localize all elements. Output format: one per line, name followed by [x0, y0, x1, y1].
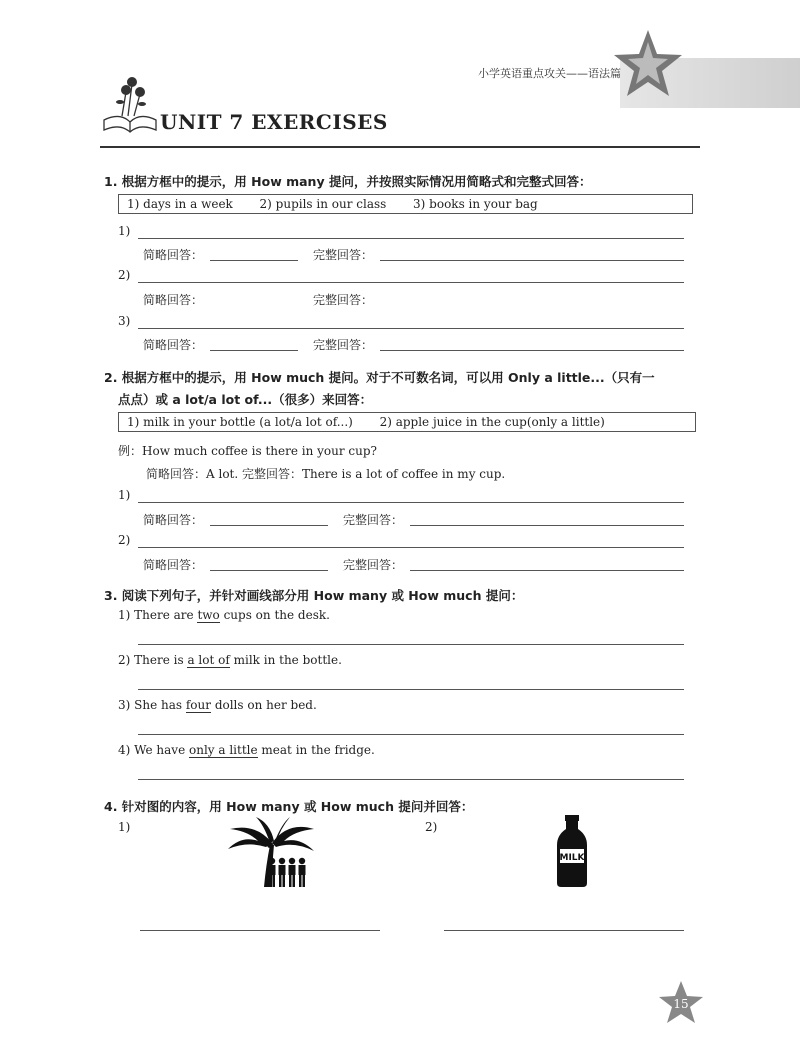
q3-answer-line-4[interactable] — [138, 779, 684, 780]
q2-hint-2: 2) apple juice in the cup(only a little) — [379, 415, 605, 429]
q3-sentence-4 — [118, 743, 375, 757]
q1-hint-1: 1) days in a week — [127, 197, 233, 211]
q3-sentence-4-underlined: only a little — [188, 743, 258, 757]
q3-sentence-2 — [118, 653, 342, 667]
q2-example-question: 例：How much coffee is there in your cup? — [118, 444, 377, 458]
q2-item-2-short-line[interactable] — [210, 570, 328, 571]
q1-item-3-full-label: 完整回答： — [313, 338, 374, 352]
q1-item-1-short-label: 简略回答： — [143, 248, 204, 262]
q3-sentence-1-underlined: two — [197, 608, 220, 622]
q2-item-1-question-line[interactable] — [138, 502, 684, 503]
q2-example-answer: 简略回答：A lot. 完整回答：There is a lot of coffee in my cup. — [146, 467, 506, 481]
q2-item-1-full-line[interactable] — [410, 525, 684, 526]
q2-hint-box — [118, 412, 696, 432]
q1-item-3-num: 3) — [118, 314, 131, 328]
q4-answer-line-1[interactable] — [140, 930, 380, 931]
q3-answer-line-2[interactable] — [138, 689, 684, 690]
q3-answer-line-3[interactable] — [138, 734, 684, 735]
milk-bottle-label: MILK — [559, 853, 585, 863]
q2-item-2-full-line[interactable] — [410, 570, 684, 571]
q2-item-1-short-line[interactable] — [210, 525, 328, 526]
q3-sentence-2-pre: 2) There is — [118, 653, 188, 667]
q2-heading-line2: 点点）或 a lot/a lot of...（很多）来回答： — [118, 392, 373, 407]
q1-heading: 1. 根据方框中的提示，用 How many 提问，并按照实际情况用简略式和完整式回答： — [104, 174, 592, 189]
q1-hint-box — [118, 194, 693, 214]
q3-sentence-1-post: cups on the desk. — [219, 608, 330, 622]
q2-item-1-full-label: 完整回答： — [343, 513, 404, 527]
q4-item-1-num: 1) — [118, 820, 131, 834]
q3-answer-line-1[interactable] — [138, 644, 684, 645]
q1-item-1-full-line[interactable] — [380, 260, 684, 261]
q3-sentence-1 — [118, 608, 330, 622]
q2-item-1-num: 1) — [118, 488, 131, 502]
q1-item-3-short-line[interactable] — [210, 350, 298, 351]
q1-item-1-short-line[interactable] — [210, 260, 298, 261]
q3-sentence-4-pre: 4) We have — [118, 743, 189, 757]
q1-item-1-full-label: 完整回答： — [313, 248, 374, 262]
q3-sentence-3-underlined: four — [185, 698, 211, 712]
header-rule — [100, 146, 700, 148]
q1-item-1-question-line[interactable] — [138, 238, 684, 239]
q1-item-3-question-line[interactable] — [138, 328, 684, 329]
q1-item-2-full-label: 完整回答： — [313, 293, 374, 307]
q2-item-1-short-label: 简略回答： — [143, 513, 204, 527]
q1-hint-3: 3) books in your bag — [413, 197, 538, 211]
q3-sentence-1-pre: 1) There are — [118, 608, 198, 622]
q1-hint-2: 2) pupils in our class — [259, 197, 387, 211]
book-flowers-icon — [98, 70, 158, 136]
q3-sentence-3-post: dolls on her bed. — [211, 698, 317, 712]
palm-tree-people-icon — [226, 815, 316, 889]
q3-sentence-2-underlined: a lot of — [187, 653, 230, 667]
star-icon — [612, 28, 684, 100]
q2-item-2-question-line[interactable] — [138, 547, 684, 548]
q1-item-2-num: 2) — [118, 268, 131, 282]
page-number: 15 — [673, 997, 689, 1011]
series-title: 小学英语重点攻关——语法篇 — [478, 67, 621, 80]
q1-item-2-question-line[interactable] — [138, 282, 684, 283]
q3-sentence-2-post: milk in the bottle. — [229, 653, 342, 667]
milk-bottle-icon — [555, 815, 589, 887]
q2-heading-line1: 2. 根据方框中的提示，用 How much 提问。对于不可数名词，可以用 Only a little...（只有一 — [104, 370, 655, 385]
q1-item-3-short-label: 简略回答： — [143, 338, 204, 352]
page-number-star-icon — [658, 980, 704, 1024]
q2-item-2-short-label: 简略回答： — [143, 558, 204, 572]
q3-sentence-3 — [118, 698, 317, 712]
q3-sentence-3-pre: 3) She has — [118, 698, 186, 712]
q4-heading: 4. 针对图的内容，用 How many 或 How much 提问并回答： — [104, 799, 474, 814]
q3-sentence-4-post: meat in the fridge. — [257, 743, 375, 757]
q2-item-2-full-label: 完整回答： — [343, 558, 404, 572]
q1-item-3-full-line[interactable] — [380, 350, 684, 351]
q3-heading: 3. 阅读下列句子，并针对画线部分用 How many 或 How much 提问： — [104, 588, 524, 603]
q1-item-1-num: 1) — [118, 224, 131, 238]
unit-title: UNIT 7 EXERCISES — [160, 110, 388, 134]
q4-item-2-num: 2) — [425, 820, 438, 834]
q2-hint-1: 1) milk in your bottle (a lot/a lot of...) — [127, 415, 353, 429]
q4-answer-line-2[interactable] — [444, 930, 684, 931]
q1-item-2-short-label: 简略回答： — [143, 293, 204, 307]
q2-item-2-num: 2) — [118, 533, 131, 547]
